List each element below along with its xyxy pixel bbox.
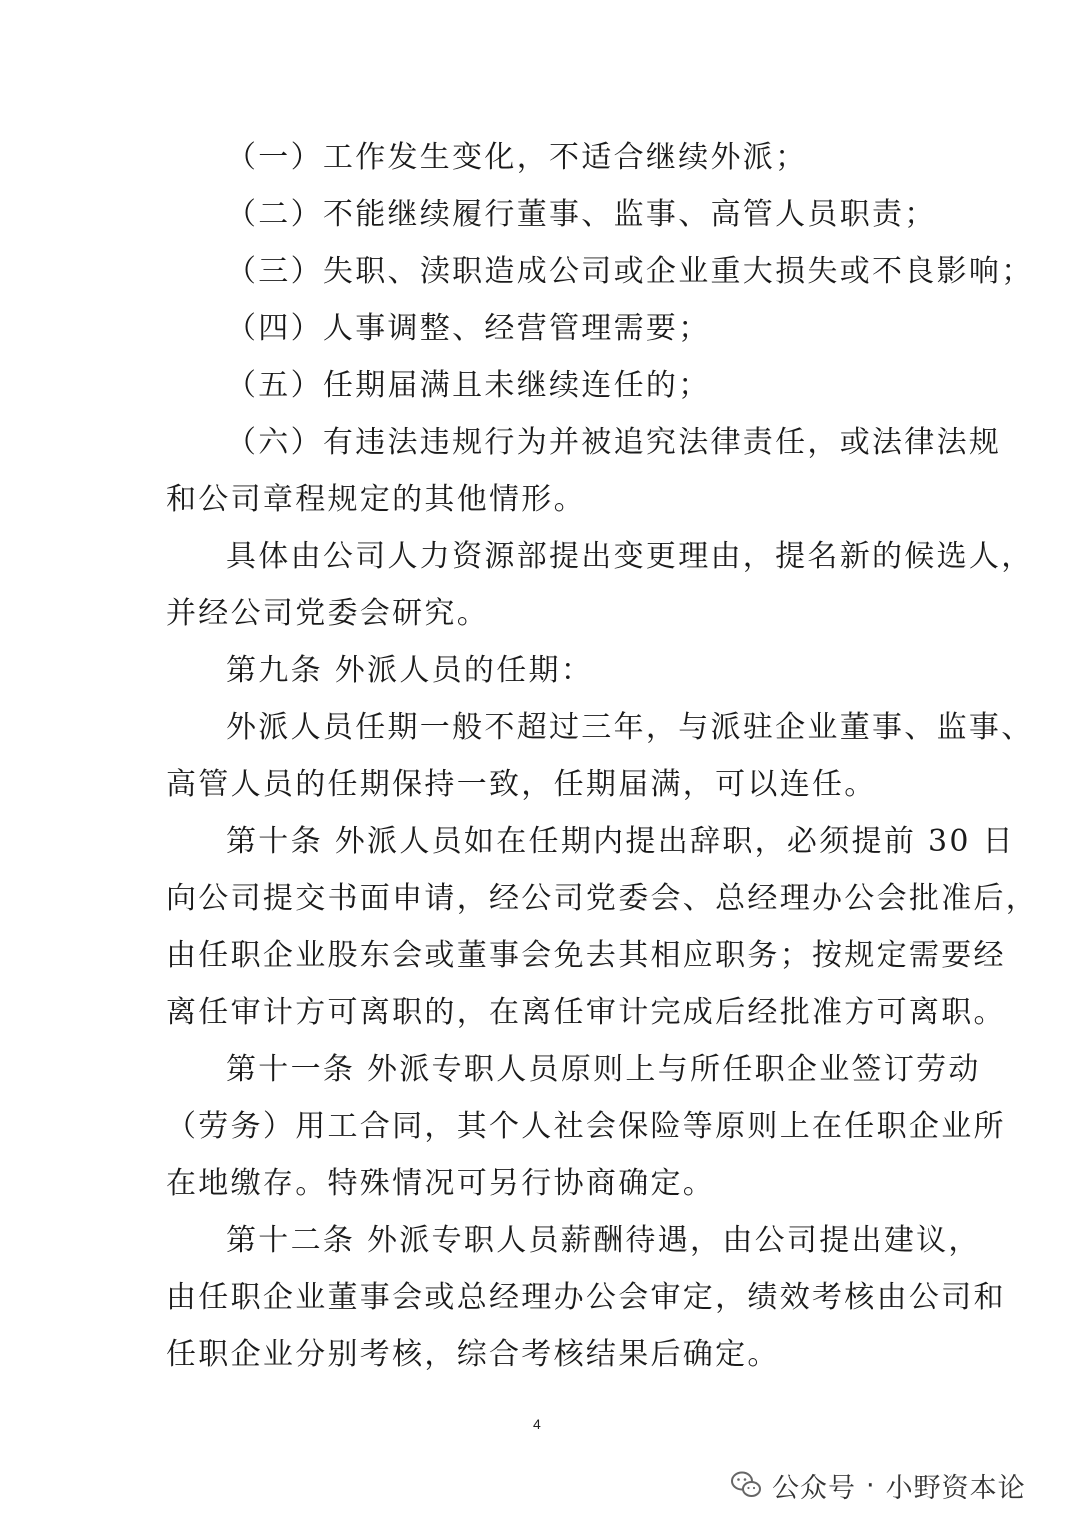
watermark bbox=[730, 1463, 1026, 1507]
text-line: （三）失职、渎职造成公司或企业重大损失或不良影响； bbox=[226, 254, 1034, 289]
text-line: （四）人事调整、经营管理需要； bbox=[226, 311, 711, 346]
text-line: 第十一条 外派专职人员原则上与所任职企业签订劳动 bbox=[226, 1052, 981, 1087]
text-line: （五）任期届满且未继续连任的； bbox=[226, 368, 711, 403]
wechat-icon bbox=[730, 1470, 762, 1500]
text-line: 任职企业分别考核，综合考核结果后确定。 bbox=[166, 1337, 780, 1372]
text-line: 离任审计方可离职的，在离任审计完成后经批准方可离职。 bbox=[166, 995, 1006, 1030]
watermark-label: 公众号 bbox=[772, 1472, 856, 1504]
article-heading: 第九条 外派人员的任期： bbox=[226, 653, 594, 688]
text-line: 和公司章程规定的其他情形。 bbox=[166, 482, 586, 517]
watermark-account-name: 小野资本论 bbox=[885, 1472, 1026, 1504]
text-line: 在地缴存。特殊情况可另行协商确定。 bbox=[166, 1166, 716, 1201]
text-line: （二）不能继续履行董事、监事、高管人员职责； bbox=[226, 197, 937, 232]
text-line: 具体由公司人力资源部提出变更理由，提名新的候选人， bbox=[226, 539, 1034, 574]
text-line: 由任职企业股东会或董事会免去其相应职务；按规定需要经 bbox=[166, 938, 1006, 973]
text-line: （劳务）用工合同，其个人社会保险等原则上在任职企业所 bbox=[166, 1109, 1006, 1144]
page-number: 4 bbox=[533, 1416, 541, 1432]
text-line: 第十二条 外派专职人员薪酬待遇，由公司提出建议， bbox=[226, 1223, 981, 1258]
text-line: 并经公司党委会研究。 bbox=[166, 596, 489, 631]
text-line: 高管人员的任期保持一致，任期届满，可以连任。 bbox=[166, 767, 877, 802]
text-line: 由任职企业董事会或总经理办公会审定，绩效考核由公司和 bbox=[166, 1280, 1006, 1315]
text-line: （六）有违法违规行为并被追究法律责任，或法律法规 bbox=[226, 425, 1002, 460]
watermark-separator: · bbox=[866, 1469, 876, 1501]
text-line: 外派人员任期一般不超过三年，与派驻企业董事、监事、 bbox=[226, 710, 1034, 745]
text-line: 向公司提交书面申请，经公司党委会、总经理办公会批准后， bbox=[166, 881, 1039, 916]
text-line: （一）工作发生变化，不适合继续外派； bbox=[226, 140, 808, 175]
text-line: 第十条 外派人员如在任期内提出辞职，必须提前 30 日 bbox=[226, 824, 1015, 859]
